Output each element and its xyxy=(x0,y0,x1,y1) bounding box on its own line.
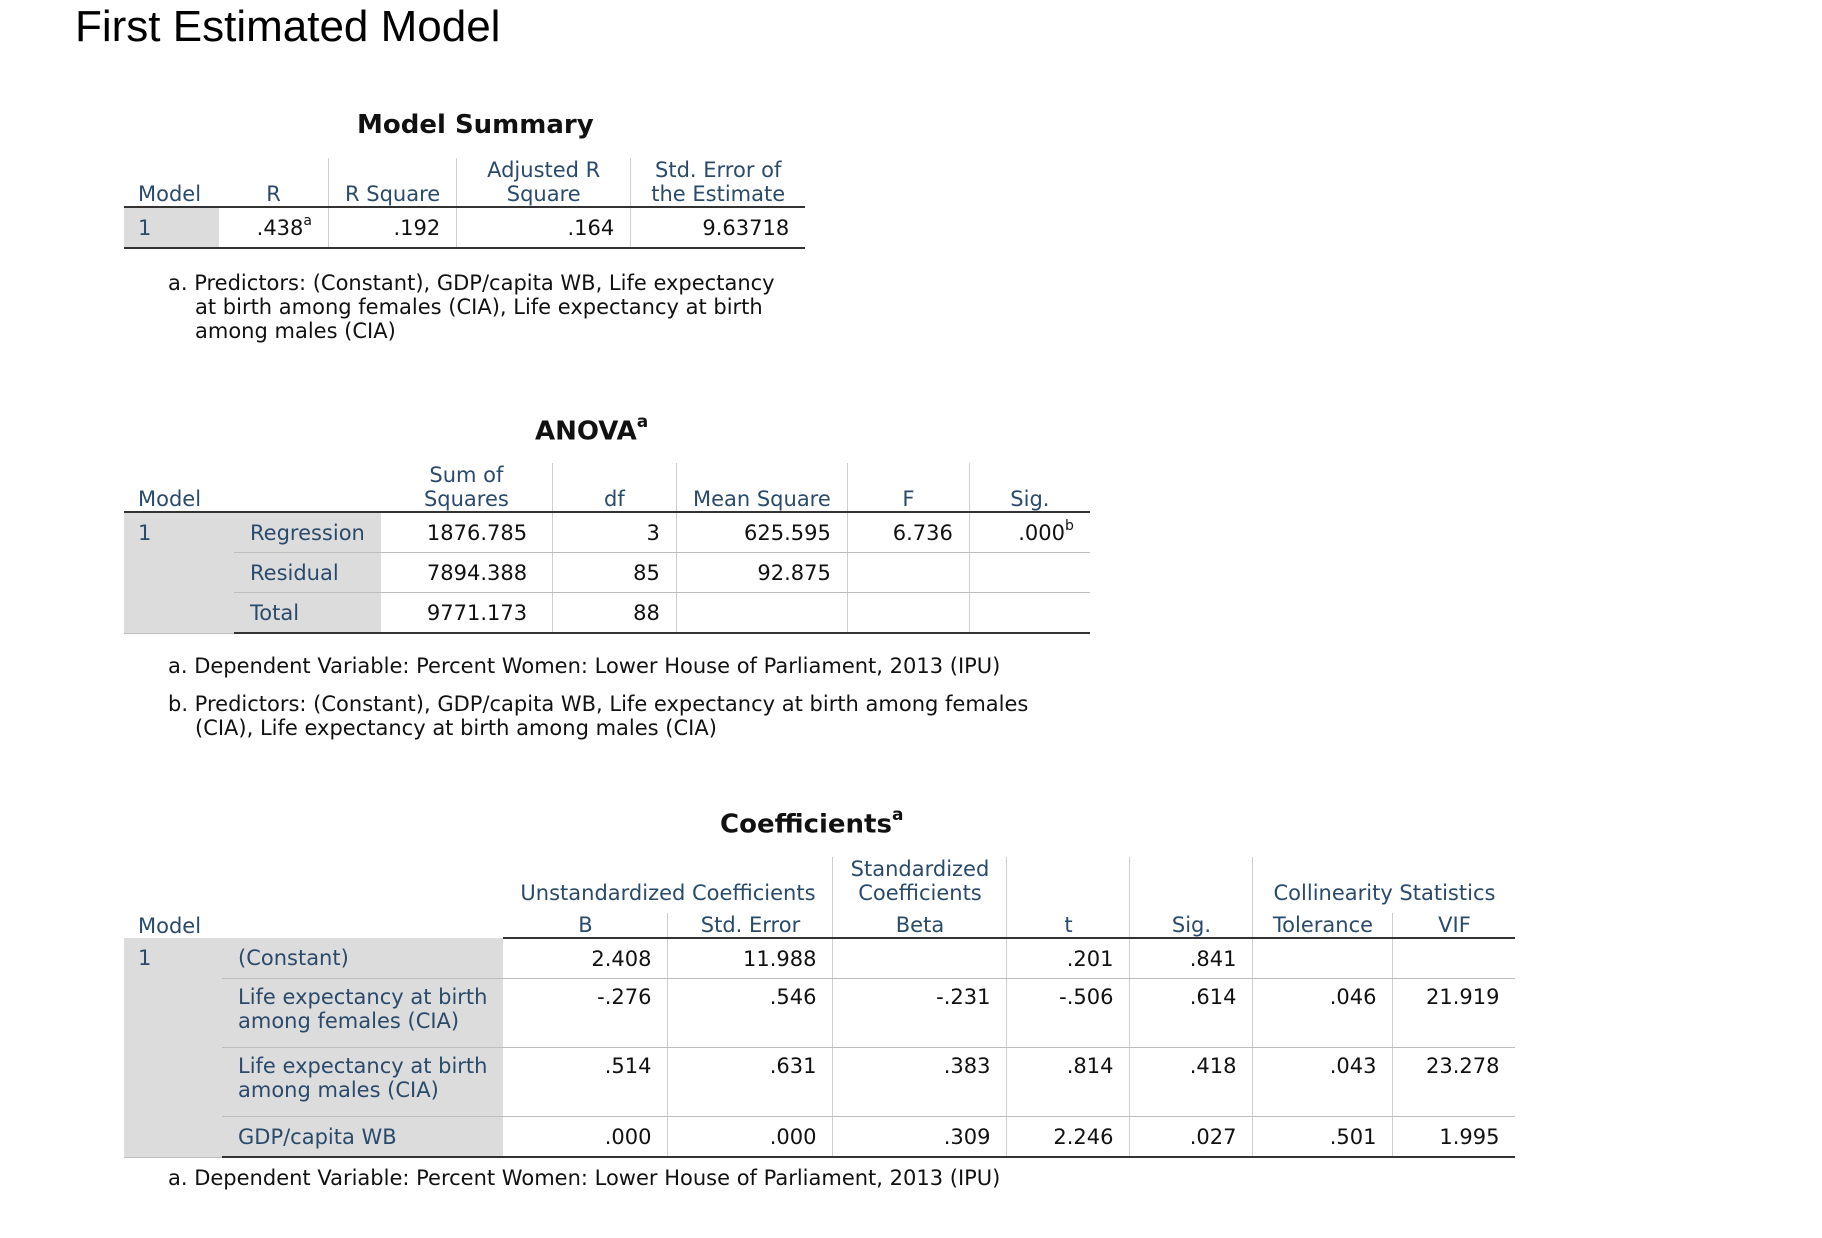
cell-mean-square: 92.875 xyxy=(676,553,847,593)
coefficients-footnote-a: a. Dependent Variable: Percent Women: Lower House of Parliament, 2013 (IPU) xyxy=(168,1166,1001,1190)
cell-std-error: .631 xyxy=(668,1048,833,1117)
row-label: Life expectancy at birth among males (CIA) xyxy=(222,1048,503,1117)
anova-title: ANOVA$^a$ xyxy=(535,412,649,447)
cell-sum-of-squares: 1876.785 xyxy=(381,512,553,553)
cell-beta: -.231 xyxy=(833,979,1007,1048)
cell-tolerance: .043 xyxy=(1253,1048,1393,1117)
header-unstandardized-coefficients: Unstandardized Coefficients xyxy=(520,881,816,905)
cell-tolerance: .046 xyxy=(1253,979,1393,1048)
coefficients-table xyxy=(124,857,1515,1158)
header-sig: Sig. xyxy=(969,463,1090,512)
cell-mean-square xyxy=(676,593,847,634)
header-r-square: R Square xyxy=(329,158,457,207)
header-model: Model xyxy=(138,914,202,938)
header-vif: VIF xyxy=(1393,913,1516,938)
header-model: Model xyxy=(124,158,219,207)
header-row-label xyxy=(234,463,381,512)
row-label: GDP/capita WB xyxy=(222,1117,503,1158)
model-summary-footnote: a. Predictors: (Constant), GDP/capita WB, Life expectancy at birth among females (CIA), Life expectancy at birth among males (CIA) xyxy=(168,271,775,343)
cell-sum-of-squares: 7894.388 xyxy=(381,553,553,593)
cell-df: 85 xyxy=(552,553,676,593)
header-tolerance: Tolerance xyxy=(1253,913,1393,938)
table-row xyxy=(124,553,1090,593)
header-row-label xyxy=(222,857,503,938)
cell-std-error: .546 xyxy=(668,979,833,1048)
header-collinearity-statistics: Collinearity Statistics xyxy=(1253,857,1516,913)
cell-sig: .000$^b$ xyxy=(969,512,1090,553)
cell-df: 3 xyxy=(552,512,676,553)
page-title: First Estimated Model xyxy=(75,2,501,51)
model-summary-title xyxy=(357,110,594,140)
cell-b: .000 xyxy=(503,1117,668,1158)
cell-sum-of-squares: 9771.173 xyxy=(381,593,553,634)
cell-tolerance: .501 xyxy=(1253,1117,1393,1158)
row-model-number: 1 xyxy=(124,938,222,1157)
row-model-number: 1 xyxy=(124,207,219,248)
table-row xyxy=(124,938,1515,979)
header-std-error: Std. Error xyxy=(668,913,833,938)
cell-r-square: .192 xyxy=(329,207,457,248)
row-label: Regression xyxy=(234,512,381,553)
cell-sig: .027 xyxy=(1130,1117,1253,1158)
cell-b: 2.408 xyxy=(503,938,668,979)
header-beta: Beta xyxy=(833,913,1007,938)
anova-table xyxy=(124,463,1090,634)
cell-sig xyxy=(969,593,1090,634)
coefficients-title: Coefficients$^a$ xyxy=(720,805,904,840)
cell-b: .514 xyxy=(503,1048,668,1117)
table-row xyxy=(124,1117,1515,1158)
cell-t: -.506 xyxy=(1007,979,1130,1048)
cell-r: .438$^a$ xyxy=(219,207,329,248)
header-mean-square: Mean Square xyxy=(676,463,847,512)
cell-std-error: 11.988 xyxy=(668,938,833,979)
header-std-error-estimate: Std. Error of the Estimate xyxy=(631,158,806,207)
header-standardized-coefficients: Standardized Coefficients xyxy=(833,857,1007,913)
cell-beta: .309 xyxy=(833,1117,1007,1158)
cell-vif: 21.919 xyxy=(1393,979,1516,1048)
anova-footnote-a: a. Dependent Variable: Percent Women: Lower House of Parliament, 2013 (IPU) xyxy=(168,654,1001,678)
cell-beta xyxy=(833,938,1007,979)
cell-f: 6.736 xyxy=(847,512,969,553)
table-row xyxy=(124,512,1090,553)
header-sig-group xyxy=(1130,857,1253,913)
row-label: (Constant) xyxy=(222,938,503,979)
cell-t: .814 xyxy=(1007,1048,1130,1117)
table-row xyxy=(124,593,1090,634)
cell-beta: .383 xyxy=(833,1048,1007,1117)
header-adjusted-r-square: Adjusted R Square xyxy=(457,158,631,207)
anova-footnote-b: b. Predictors: (Constant), GDP/capita WB, Life expectancy at birth among females (CIA), Life expectancy at birth among males (CIA) xyxy=(168,692,1029,740)
cell-vif: 1.995 xyxy=(1393,1117,1516,1158)
cell-f xyxy=(847,553,969,593)
cell-adjusted-r-square: .164 xyxy=(457,207,631,248)
table-row xyxy=(124,207,805,248)
cell-vif: 23.278 xyxy=(1393,1048,1516,1117)
cell-t: .201 xyxy=(1007,938,1130,979)
cell-vif xyxy=(1393,938,1516,979)
header-f: F xyxy=(847,463,969,512)
row-label: Residual xyxy=(234,553,381,593)
model-summary-title-text: Model Summary xyxy=(357,110,594,140)
model-summary-table xyxy=(124,158,805,249)
header-t: t xyxy=(1007,913,1130,938)
cell-b: -.276 xyxy=(503,979,668,1048)
cell-sig: .418 xyxy=(1130,1048,1253,1117)
cell-t: 2.246 xyxy=(1007,1117,1130,1158)
cell-sig: .614 xyxy=(1130,979,1253,1048)
row-model-number: 1 xyxy=(124,512,234,633)
cell-sig: .841 xyxy=(1130,938,1253,979)
header-r: R xyxy=(219,158,329,207)
table-row xyxy=(124,1048,1515,1117)
header-sig: Sig. xyxy=(1130,913,1253,938)
header-t-group xyxy=(1007,857,1130,913)
header-df: df xyxy=(552,463,676,512)
header-model: Model xyxy=(124,463,234,512)
cell-df: 88 xyxy=(552,593,676,634)
table-row xyxy=(124,979,1515,1048)
header-b: B xyxy=(503,913,668,938)
row-label: Life expectancy at birth among females (CIA) xyxy=(222,979,503,1048)
cell-f xyxy=(847,593,969,634)
cell-std-error: 9.63718 xyxy=(631,207,806,248)
cell-std-error: .000 xyxy=(668,1117,833,1158)
row-label: Total xyxy=(234,593,381,634)
header-sum-of-squares: Sum of Squares xyxy=(381,463,553,512)
cell-sig xyxy=(969,553,1090,593)
cell-mean-square: 625.595 xyxy=(676,512,847,553)
cell-tolerance xyxy=(1253,938,1393,979)
